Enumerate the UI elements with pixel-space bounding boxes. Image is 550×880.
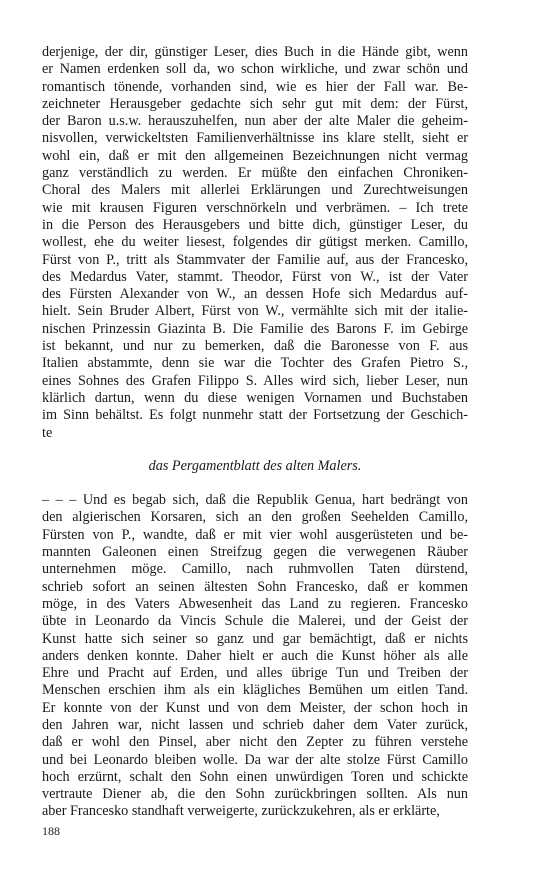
text-line: derjenige, der dir, günstiger Leser, dies Buch in die Hände gibt, wenn: [42, 44, 468, 60]
text-line: Ehre und Pracht auf Erden, und alles übrige Tun und Treiben der: [42, 665, 468, 682]
text-line: Choral des Malers mit allerlei Erklärungen und Zurechtweisungen: [42, 182, 468, 199]
text-line: anders denken konnte. Daher hielt er auch die Kunst höher als alle: [42, 647, 468, 664]
text-line: den algierischen Korsaren, sich an den großen Seehelden Camillo,: [42, 509, 468, 526]
book-page-text: [42, 44, 468, 821]
text-line: nisvollen, verwickeltsten Familienverhältnisse ins klare stellt, sieht er: [42, 130, 468, 147]
text-line: mannten Galeonen einen Streifzug gegen die verwegenen Räuber: [42, 544, 468, 561]
text-line: eines Sohnes des Grafen Filippo S. Alles wird sich, lieber Leser, nun: [42, 372, 468, 389]
text-line: Er konnte von der Kunst und von dem Meister, der schon hoch in: [42, 699, 468, 716]
text-line: ist bekannt, und nur zu bemerken, daß die Baronesse von F. aus: [42, 338, 468, 355]
text-line: Fürsten von P., wandte, daß er mit vier wohl ausgerüsteten und be-: [42, 526, 468, 543]
text-line: unternehmen möge. Camillo, nach ruhmvollen Taten dürstend,: [42, 561, 468, 578]
paragraph-intro: [42, 44, 468, 442]
text-line: übte in Leonardo da Vincis Schule die Malerei, und der Geist der: [42, 613, 468, 630]
text-line: Italien abstammte, denn sie war die Tochter des Grafen Pietro S.,: [42, 355, 468, 372]
text-line: zeichneter Herausgeber gedachte sich sehr gut mit dem: der Fürst,: [42, 95, 468, 112]
text-line: hoch erzürnt, schalt den Sohn einen unwürdigen Toren und schickte: [42, 768, 468, 785]
text-line: wollest, ehe du weiter liesest, folgendes dir gütigst merken. Camillo,: [42, 234, 468, 251]
text-line: Kunst hatte sich seiner so ganz und gar bemächtigt, daß er nichts: [42, 630, 468, 647]
section-heading: das Pergamentblatt des alten Malers.: [148, 457, 362, 474]
text-line: – – – Und es begab sich, daß die Republik Genua, hart bedrängt von: [42, 492, 468, 509]
text-line: in die Person des Herausgebers und bitte dich, günstiger Leser, du: [42, 216, 468, 233]
text-line: des Fürsten Alexander von W., an dessen Hofe sich Medardus auf-: [42, 286, 468, 303]
text-line: nischen Prinzessin Giazinta B. Die Familie des Barons F. im Gebirge: [42, 320, 468, 337]
text-line: schrieb sofort an seinen ältesten Sohn Francesko, daß er kommen: [42, 578, 468, 595]
text-line: wie mit krausen Figuren verschnörkeln und verbrämen. – Ich trete: [42, 199, 468, 216]
text-line: Menschen erschien ihm als ein klägliches Bemühen um eitlen Tand.: [42, 682, 468, 699]
text-line: Fürst von P., tritt als Stammvater der Familie auf, aus der Francesko,: [42, 251, 468, 268]
text-line: klärlich dartun, wenn du diese wenigen Vornamen und Buchstaben: [42, 389, 468, 406]
text-line: aber Francesko standhaft verweigerte, zurückzukehren, als er erklärte,: [42, 803, 440, 820]
text-line: und bei Leonardo bleiben wolle. Da war der alte stolze Fürst Camillo: [42, 751, 468, 768]
paragraph-parchment-story: [42, 492, 468, 821]
text-line: der Baron u.s.w. herauszuhelfen, nun aber der alte Maler die geheim-: [42, 113, 468, 130]
page-number: 188: [42, 824, 60, 838]
text-line: möge, in des Vaters Abwesenheit das Land zu regieren. Francesko: [42, 595, 468, 612]
text-line: den Jahren war, nicht lassen und schrieb daher dem Vater zurück,: [42, 716, 468, 733]
text-line: te: [42, 424, 53, 441]
text-line: im Sinn behältst. Es folgt nunmehr statt der Fortsetzung der Geschich-: [42, 407, 468, 424]
text-line: vertraute Diener ab, die den Sohn zurückbringen sollten. Als nun: [42, 786, 468, 803]
text-line: wohl ein, daß er mit den allgemeinen Bezeichnungen nicht vermag: [42, 147, 468, 164]
text-line: des Medardus Vater, stammt. Theodor, Fürst von W., ist der Vater: [42, 268, 468, 285]
text-line: hielt. Sein Bruder Albert, Fürst von W., vermählte sich mit der italie-: [42, 303, 468, 320]
text-line: ganz verständlich zu werden. Er müßte den einfachen Chroniken-: [42, 165, 468, 182]
text-line: er Namen erdenken soll da, wo schon wirkliche, und zwar schön und: [42, 61, 468, 78]
text-line: daß er wohl den Pinsel, aber nicht den Zepter zu führen verstehe: [42, 734, 468, 751]
text-line: romantisch tönende, vorhanden sind, wie es hier der Fall war. Be-: [42, 78, 468, 95]
